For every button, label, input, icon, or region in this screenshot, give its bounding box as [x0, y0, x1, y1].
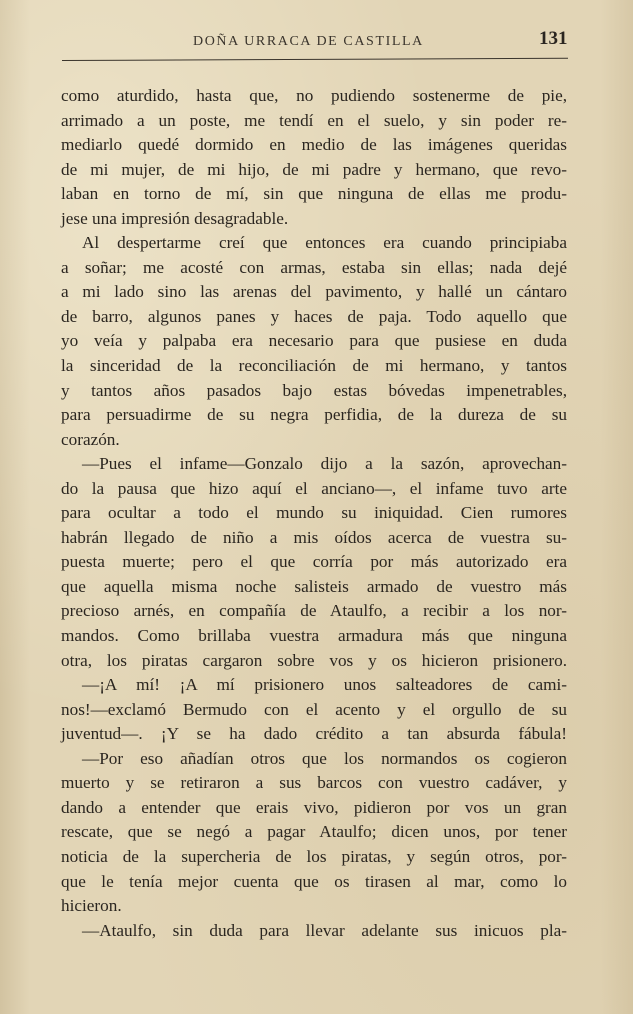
text-line: —Por eso añadían otros que los normandos os cogieron	[82, 748, 567, 768]
text-line: precioso arnés, en compañía de Ataulfo, a recibir a los nor-	[61, 601, 567, 621]
text-line: de mi mujer, de mi hijo, de mi padre y hermano, que revo-	[61, 159, 567, 179]
text-line: rescate, que se negó a pagar Ataulfo; dicen unos, por tener	[61, 822, 567, 842]
text-line: para persuadirme de su negra perfidia, de la dureza de su	[61, 405, 567, 425]
text-line: juventud—. ¡Y se ha dado crédito a tan absurda fábula!	[61, 724, 567, 744]
text-line: puesta muerte; pero el que corría por más autorizado era	[61, 552, 567, 572]
text-line: jese una impresión desagradable.	[61, 208, 289, 228]
text-line: yo veía y palpaba era necesario para que pusiese en duda	[61, 331, 567, 351]
text-line: Al despertarme creí que entonces era cuando principiaba	[82, 233, 567, 253]
text-line: muerto y se retiraron a sus barcos con vuestro cadáver, y	[61, 773, 567, 793]
text-line: dando a entender que erais vivo, pidieron por vos un gran	[61, 797, 567, 817]
text-line: a mi lado sino las arenas del pavimento, y hallé un cántaro	[61, 282, 567, 302]
text-line: a soñar; me acosté con armas, estaba sin ellas; nada dejé	[61, 257, 567, 277]
running-title: DOÑA URRACA DE CASTILLA	[193, 34, 424, 49]
text-line: —¡A mí! ¡A mí prisionero unos salteadores de cami-	[82, 675, 567, 695]
text-line: que aquella misma noche salisteis armado de vuestro más	[61, 576, 567, 596]
text-line: —Pues el infame—Gonzalo dijo a la sazón, aprovechan-	[82, 454, 567, 474]
text-line: como aturdido, hasta que, no pudiendo sostenerme de pie,	[61, 86, 567, 105]
text-line: nos!—exclamó Bermudo con el acento y el orgullo de su	[61, 699, 567, 719]
header-rule	[62, 58, 568, 61]
text-line: otra, los piratas cargaron sobre vos y os hicieron prisionero.	[61, 650, 567, 670]
text-line: hicieron.	[61, 896, 122, 916]
running-head	[60, 28, 570, 58]
text-line: la sinceridad de la reconciliación de mi hermano, y tantos	[61, 356, 567, 376]
text-line: de barro, algunos panes y haces de paja. Todo aquello que	[61, 306, 567, 326]
text-line: para ocultar a todo el mundo su iniquidad. Cien rumores	[61, 503, 567, 523]
text-line: que le tenía mejor cuenta que os tirasen al mar, como lo	[61, 871, 567, 891]
text-line: arrimado a un poste, me tendí en el suelo, y sin poder re-	[61, 110, 567, 130]
text-line: y tantos años pasados bajo estas bóvedas impenetrables,	[61, 380, 567, 400]
text-line: —Ataulfo, sin duda para llevar adelante sus inicuos pla-	[82, 920, 567, 940]
page-number: 131	[539, 28, 568, 49]
text-line: habrán llegado de niño a mis oídos acerca de vuestra su-	[61, 527, 567, 547]
text-line: noticia de la supercheria de los piratas, y según otros, por-	[61, 846, 567, 866]
text-line: mandos. Como brillaba vuestra armadura más que ninguna	[61, 626, 567, 646]
text-line: laban en torno de mí, sin que ninguna de ellas me produ-	[61, 184, 567, 204]
text-line: corazón.	[61, 429, 120, 449]
text-line: mediarlo quedé dormido en medio de las imágenes queridas	[61, 135, 567, 155]
body-text	[61, 84, 567, 943]
text-line: do la pausa que hizo aquí el anciano—, el infame tuvo arte	[61, 478, 567, 498]
